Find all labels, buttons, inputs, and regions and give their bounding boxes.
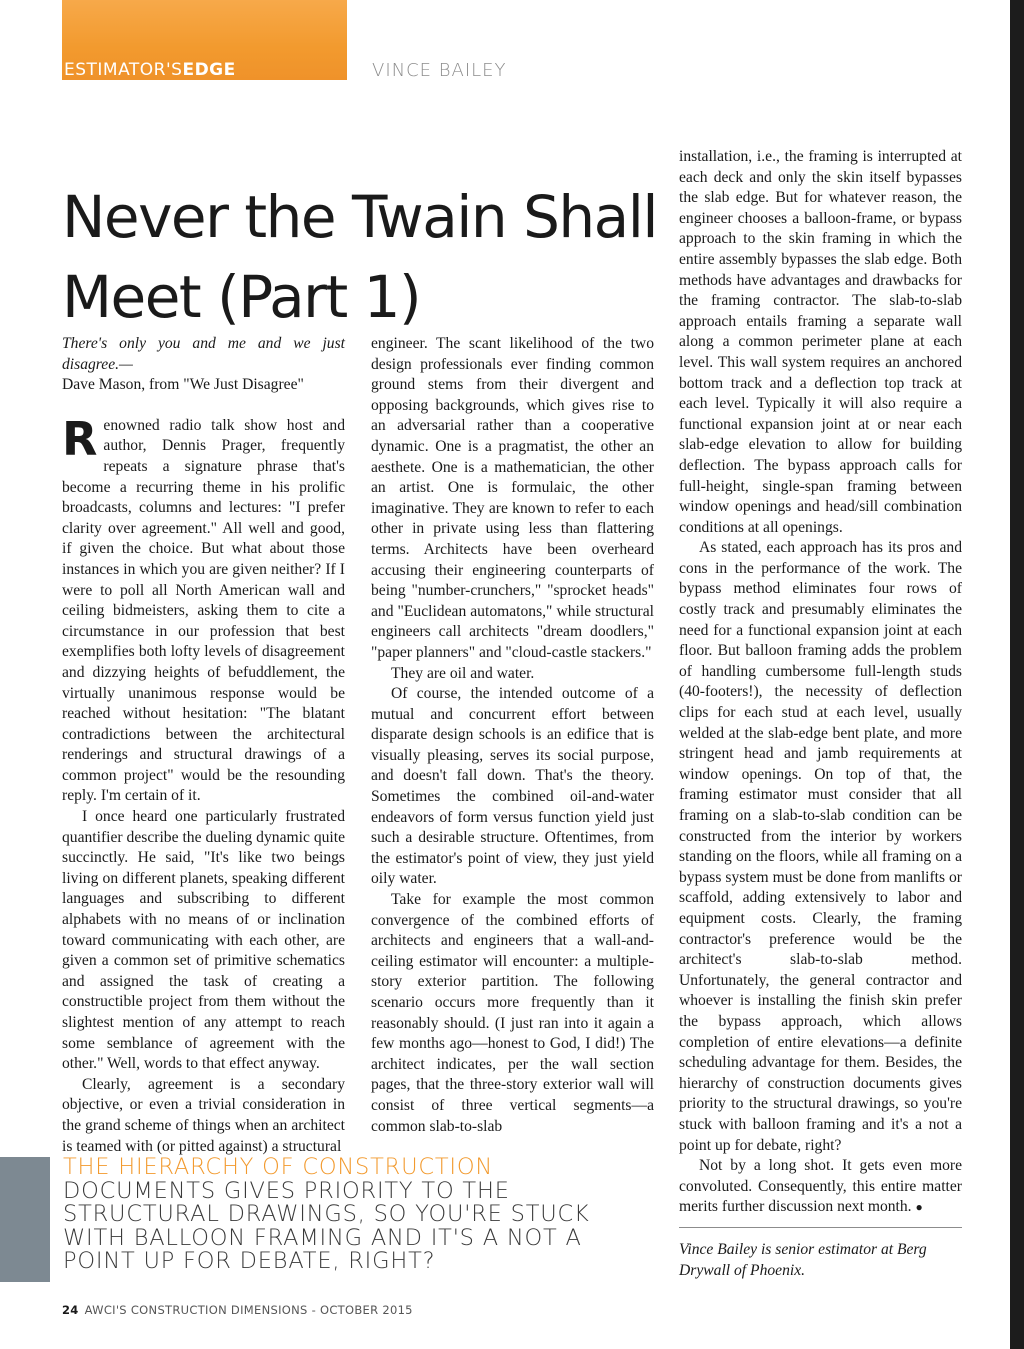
paragraph: As stated, each approach has its pros and cons in the performance of the work. The bypass method eliminates four rows of costly track and presumably eliminates the need for a functional expansion joint at each floor. But balloon framing adds the problem of handling cumbersome full-length studs (40-footers!), the necessity of deflection clips for each stud at each level, usually welded at the slab-edge bent plate, and more stringent head and jamb requirements at window openings. On top of that, the framing estimator must consider that all framing on a slab-to-slab condition can be constructed from the interior by workers standing on the floors, while all framing on a bypass system must be done from manlifts or scaffold, adding extensively to labor and equipment costs. Clearly, the framing contractor's preference would be the architect's slab-to-slab method. Unfortunately, the general contractor and whoever is installing the finish skin prefer the bypass approach, which allows completion of entire elevations—a definite scheduling advantage for them. Besides, the hierarchy of construction documents gives priority to the structural drawings, so you're stuck with balloon framing and it's a not a point up for debate, right? xyxy=(679,539,962,1154)
page-footer xyxy=(62,1303,413,1317)
epigraph-quote: There's only you and me and we just disagree.— xyxy=(62,335,345,373)
column-1 xyxy=(62,334,345,1157)
section-label-part2: EDGE xyxy=(182,60,236,80)
paragraph: engineer. The scant likelihood of the two design professionals ever finding common ground stems from their divergent and opposing backgrounds, which gives rise to an adversarial rather than a cooperative dynamic. One is a pragmatist, the other an aesthete. One is a mathematician, the other an artist. One is formulaic, the other imaginative. They are known to refer to each other in private using less than flattering terms. Architects have been overheard accusing their engineering counterparts of being "number-crunchers," "sprocket heads" and "Euclidean automatons," while structural engineers call architects "dream doodlers," "paper planners" and "cloud-castle stackers." xyxy=(371,335,654,661)
paragraph: Take for example the most common convergence of the combined efforts of architects and engineers that a wall-and-ceiling estimator will encounter: a multiple-story exterior partition. The following scenario occurs more frequently than it reasonably should. (I just ran into it again a few months ago—honest to God, I did!) The architect indicates, per the wall section pages, that the three-story exterior wall will consist of three vertical segments—a common slab-to-slab xyxy=(371,891,654,1135)
author-bio: Vince Bailey is senior estimator at Berg Drywall of Phoenix. xyxy=(679,1241,927,1279)
pullquote-text: DOCUMENTS GIVES PRIORITY TO THE STRUCTURAL DRAWINGS, SO YOU'RE STUCK WITH BALLOON FRAMING AND IT'S A NOT A POINT UP FOR DEBATE, RIGHT? xyxy=(63,1177,590,1275)
paragraph: installation, i.e., the framing is interrupted at each deck and only the skin itself bypasses the slab edge. But for whatever reason, the engineer chooses a balloon-frame, or bypass approach to the skin framing in which the entire assembly bypasses the slab edge. Both methods have advantages and drawbacks for the framing contractor. The slab-to-slab approach entails framing a separate wall along a common perimeter plane at each level. This wall system requires an anchored bottom track and a deflection top track at each level. Typically it will also require a functional expansion joint at or near each slab-edge elevation to allow for building deflection. The bypass approach calls for full-height, single-span framing between window openings and head/sill combination conditions at all openings. xyxy=(679,148,962,536)
paragraph-text: Not by a long shot. It gets even more convoluted. Consequently, this entire matter merits further discussion next month. xyxy=(679,1157,962,1216)
pullquote xyxy=(63,1156,623,1274)
publication-name: AWCI'S CONSTRUCTION DIMENSIONS - OCTOBER 2015 xyxy=(84,1303,413,1317)
section-label-part1: ESTIMATOR'S xyxy=(64,60,183,80)
bio-divider xyxy=(679,1227,962,1228)
paragraph: Clearly, agreement is a secondary objective, or even a trivial consideration in the grand scheme of things when an architect is teamed with (or pitted against) a structural xyxy=(62,1075,345,1155)
end-mark-icon: ● xyxy=(915,1200,923,1215)
page-number: 24 xyxy=(62,1303,79,1317)
section-label xyxy=(64,60,236,80)
author-byline: VINCE BAILEY xyxy=(372,60,507,81)
epigraph-source: Dave Mason, from "We Just Disagree" xyxy=(62,376,304,394)
paragraph xyxy=(679,1156,962,1218)
paragraph: They are oil and water. xyxy=(391,664,535,682)
column-2 xyxy=(371,334,654,1137)
drop-cap: R xyxy=(62,411,98,466)
column-3 xyxy=(679,147,962,1218)
paragraph xyxy=(62,411,345,807)
article-title: Never the Twain Shall Meet (Part 1) xyxy=(62,182,657,331)
pullquote-side-bar xyxy=(0,1157,50,1282)
paragraph-text: enowned radio talk show host and author, Dennis Prager, frequently repeats a signature phrase that's become a recurring theme in his prolific broadcasts, columns and lectures: "I prefer clarity over agreement." All well and good, if given the choice. But what about those instances in which you are given neither? If I were to poll all North American wall and ceiling bidmeisters, asking them to cite a circumstance in our profession that best exemplifies both lofty levels of disagreement and dizzying heights of befuddlement, the virtually unanimous response would be reached without hesitation: "The blatant contradictions between the architectural renderings and structural drawings of a common project" would be the resounding reply. I'm certain of it. xyxy=(62,416,345,805)
pullquote-accent-line: THE HIERARCHY OF CONSTRUCTION xyxy=(63,1154,493,1180)
paragraph: Of course, the intended outcome of a mutual and concurrent effort between disparate design schools is an edifice that is visually pleasing, serves its social purpose, and doesn't fall down. That's the theory. Sometimes the combined oil-and-water endeavors of form versus function yield just such a desirable structure. Oftentimes, from the estimator's point of view, they just yield oily water. xyxy=(371,685,654,888)
paragraph: I once heard one particularly frustrated quantifier describe the dueling dynamic quite succinctly. He said, "It's like two beings living on different planets, speaking different languages and subscribing to different alphabets with no means of or inclination toward communicating with each other, are given a common set of primitive schematics and assigned the task of creating a constructible project from them without the slightest mention of any attempt to reach some semblance of agreement with the other." Well, words to that effect anyway. xyxy=(62,808,345,1073)
epigraph xyxy=(62,334,345,396)
page-edge-bar xyxy=(1010,0,1024,1349)
